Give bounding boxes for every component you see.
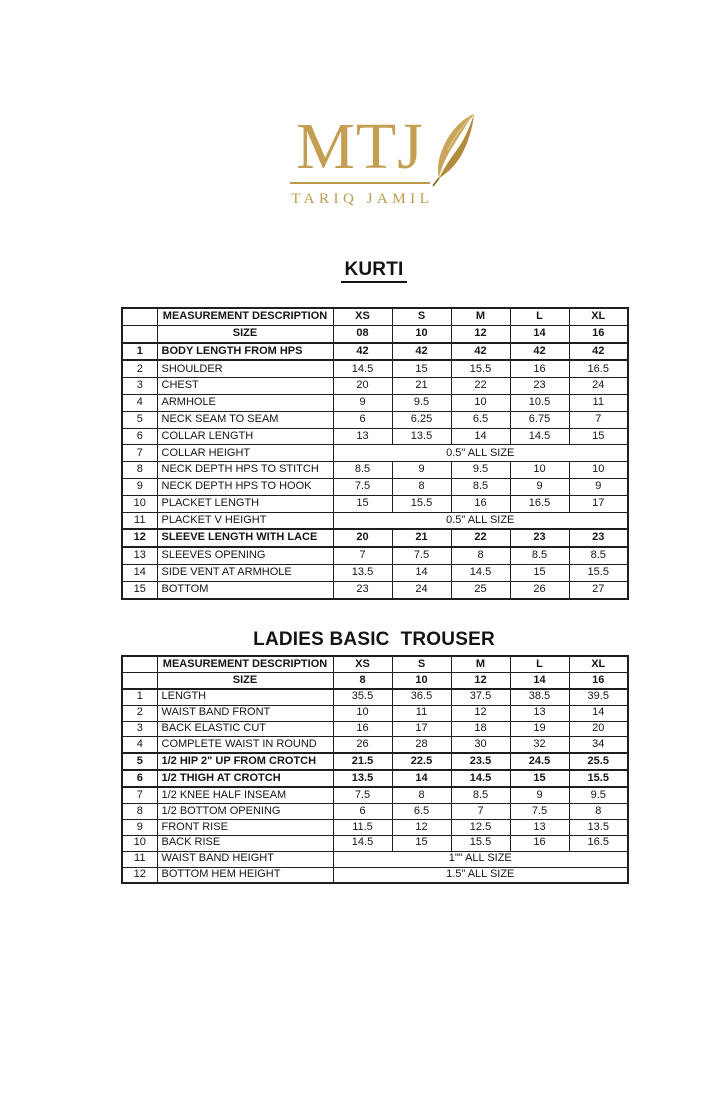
size-number: 08 [333, 325, 392, 342]
size-value: 13 [333, 428, 392, 445]
row-number: 13 [122, 547, 157, 564]
size-value: 26 [333, 737, 392, 753]
row-number: 7 [122, 787, 157, 803]
row-number: 1 [122, 689, 157, 705]
measurement-row [122, 462, 628, 479]
measurement-row [122, 705, 628, 721]
table-header-row [122, 656, 628, 672]
size-value: 8.5 [451, 787, 510, 803]
measurement-label: SHOULDER [157, 360, 333, 377]
size-row-label: SIZE [157, 325, 333, 342]
measurement-label: PLACKET LENGTH [157, 495, 333, 512]
measurement-label: BACK RISE [157, 835, 333, 851]
size-value: 24 [392, 581, 451, 598]
size-value: 7.5 [510, 804, 569, 820]
measurement-label: BOTTOM HEM HEIGHT [157, 867, 333, 883]
row-number: 8 [122, 804, 157, 820]
row-number: 10 [122, 495, 157, 512]
measurement-row [122, 835, 628, 851]
size-value: 32 [510, 737, 569, 753]
size-value: 14.5 [333, 835, 392, 851]
measurement-label: 1/2 BOTTOM OPENING [157, 804, 333, 820]
measurement-label: NECK DEPTH HPS TO STITCH [157, 462, 333, 479]
measurement-label: COLLAR LENGTH [157, 428, 333, 445]
measurement-row [122, 770, 628, 787]
size-value: 15.5 [569, 564, 628, 581]
size-value: 15.5 [569, 770, 628, 787]
size-value: 6 [333, 804, 392, 820]
row-number: 7 [122, 445, 157, 462]
row-number: 6 [122, 770, 157, 787]
row-number: 4 [122, 737, 157, 753]
size-value: 7.5 [392, 547, 451, 564]
size-value: 16.5 [569, 835, 628, 851]
size-value: 7 [333, 547, 392, 564]
size-value: 8 [392, 478, 451, 495]
size-value: 7 [451, 804, 510, 820]
size-number: 8 [333, 672, 392, 688]
trouser-table-body [122, 656, 628, 883]
size-value: 34 [569, 737, 628, 753]
size-row-label: SIZE [157, 672, 333, 688]
trouser-size-table [121, 655, 629, 884]
size-number: 12 [451, 325, 510, 342]
size-value: 15.5 [451, 360, 510, 377]
measurement-row [122, 512, 628, 529]
measurement-label: FRONT RISE [157, 819, 333, 835]
size-value: 17 [392, 721, 451, 737]
row-number: 11 [122, 512, 157, 529]
size-value: 15 [333, 495, 392, 512]
size-value: 15 [510, 770, 569, 787]
size-value: 10 [333, 705, 392, 721]
size-value: 15 [392, 360, 451, 377]
size-value: 10 [451, 394, 510, 411]
size-value: 42 [510, 343, 569, 361]
table-header-row [122, 308, 628, 325]
size-number: 14 [510, 672, 569, 688]
size-value: 42 [392, 343, 451, 361]
measurement-label: 1/2 HIP 2" UP FROM CROTCH [157, 753, 333, 770]
row-number: 11 [122, 851, 157, 867]
measurement-row [122, 495, 628, 512]
size-value: 13.5 [333, 564, 392, 581]
measurement-row [122, 547, 628, 564]
size-value: 8.5 [451, 478, 510, 495]
size-value: 23 [569, 529, 628, 547]
brand-logo [0, 110, 720, 208]
size-value: 25 [451, 581, 510, 598]
size-number: 16 [569, 325, 628, 342]
measurement-label: WAIST BAND FRONT [157, 705, 333, 721]
size-value: 15 [392, 835, 451, 851]
size-value: 13 [510, 705, 569, 721]
row-number: 3 [122, 721, 157, 737]
trouser-title-text: LADIES BASIC TROUSER [253, 629, 495, 650]
size-value: 14.5 [510, 428, 569, 445]
size-value: 21.5 [333, 753, 392, 770]
measurement-label: NECK SEAM TO SEAM [157, 411, 333, 428]
measurement-label: CHEST [157, 378, 333, 395]
brand-monogram: MTJ [296, 110, 424, 183]
size-value: 6.5 [451, 411, 510, 428]
size-value: 9 [333, 394, 392, 411]
measurement-label: COLLAR HEIGHT [157, 445, 333, 462]
size-value: 13.5 [569, 819, 628, 835]
row-number: 2 [122, 360, 157, 377]
size-value: 42 [333, 343, 392, 361]
size-value: 21 [392, 378, 451, 395]
row-number: 9 [122, 478, 157, 495]
measurement-row [122, 721, 628, 737]
size-value: 14.5 [451, 564, 510, 581]
size-value: 10 [510, 462, 569, 479]
measurement-label: ARMHOLE [157, 394, 333, 411]
row-number: 9 [122, 819, 157, 835]
size-column-header: XS [333, 308, 392, 325]
size-row [122, 325, 628, 342]
size-number: 16 [569, 672, 628, 688]
measurement-label: BOTTOM [157, 581, 333, 598]
size-column-header: L [510, 308, 569, 325]
row-number-cell [122, 656, 157, 672]
size-value: 14 [392, 564, 451, 581]
size-value: 12.5 [451, 819, 510, 835]
size-value: 15 [569, 428, 628, 445]
size-value: 8.5 [569, 547, 628, 564]
size-column-header: XL [569, 656, 628, 672]
size-value: 37.5 [451, 689, 510, 705]
kurti-title [121, 259, 627, 281]
size-value: 21 [392, 529, 451, 547]
size-value: 39.5 [569, 689, 628, 705]
size-column-header: L [510, 656, 569, 672]
size-column-header: S [392, 656, 451, 672]
size-row [122, 672, 628, 688]
measurement-row [122, 851, 628, 867]
size-value: 7.5 [333, 787, 392, 803]
measurement-label: PLACKET V HEIGHT [157, 512, 333, 529]
size-value: 6 [333, 411, 392, 428]
size-value: 27 [569, 581, 628, 598]
row-number: 6 [122, 428, 157, 445]
kurti-title-text: KURTI [341, 259, 406, 283]
size-value: 12 [451, 705, 510, 721]
size-number: 10 [392, 672, 451, 688]
kurti-table-body [122, 308, 628, 599]
size-value: 42 [569, 343, 628, 361]
trouser-title [121, 629, 627, 651]
measurement-row [122, 689, 628, 705]
measurement-row [122, 378, 628, 395]
size-value: 18 [451, 721, 510, 737]
all-size-value: 0.5" ALL SIZE [333, 445, 628, 462]
measurement-label: SIDE VENT AT ARMHOLE [157, 564, 333, 581]
size-value: 6.25 [392, 411, 451, 428]
size-value: 24.5 [510, 753, 569, 770]
size-value: 9 [392, 462, 451, 479]
measurement-label: SLEEVE LENGTH WITH LACE [157, 529, 333, 547]
size-value: 35.5 [333, 689, 392, 705]
size-value: 16 [510, 835, 569, 851]
size-column-header: XL [569, 308, 628, 325]
size-value: 9.5 [392, 394, 451, 411]
measurement-row [122, 753, 628, 770]
size-value: 6.5 [392, 804, 451, 820]
size-value: 30 [451, 737, 510, 753]
description-header: MEASUREMENT DESCRIPTION [157, 308, 333, 325]
size-value: 14.5 [451, 770, 510, 787]
size-value: 14 [392, 770, 451, 787]
measurement-row [122, 360, 628, 377]
size-value: 13 [510, 819, 569, 835]
size-value: 36.5 [392, 689, 451, 705]
measurement-row [122, 581, 628, 598]
size-value: 8 [392, 787, 451, 803]
measurement-label: NECK DEPTH HPS TO HOOK [157, 478, 333, 495]
size-value: 7.5 [333, 478, 392, 495]
size-value: 28 [392, 737, 451, 753]
measurement-row [122, 445, 628, 462]
description-header: MEASUREMENT DESCRIPTION [157, 656, 333, 672]
measurement-row [122, 564, 628, 581]
size-value: 8 [569, 804, 628, 820]
measurement-label: 1/2 KNEE HALF INSEAM [157, 787, 333, 803]
row-number: 5 [122, 753, 157, 770]
measurement-row [122, 867, 628, 883]
row-number: 1 [122, 343, 157, 361]
measurement-label: COMPLETE WAIST IN ROUND [157, 737, 333, 753]
size-value: 6.75 [510, 411, 569, 428]
size-value: 17 [569, 495, 628, 512]
size-value: 16.5 [510, 495, 569, 512]
all-size-value: 1"" ALL SIZE [333, 851, 628, 867]
row-number: 14 [122, 564, 157, 581]
row-number-cell [122, 308, 157, 325]
size-value: 22.5 [392, 753, 451, 770]
size-value: 9 [569, 478, 628, 495]
row-number: 2 [122, 705, 157, 721]
size-value: 20 [333, 378, 392, 395]
kurti-size-table [121, 307, 629, 600]
size-value: 25.5 [569, 753, 628, 770]
measurement-label: LENGTH [157, 689, 333, 705]
size-value: 20 [333, 529, 392, 547]
size-value: 15.5 [451, 835, 510, 851]
size-number: 10 [392, 325, 451, 342]
size-value: 16 [510, 360, 569, 377]
quill-feather-icon [428, 110, 480, 188]
all-size-value: 0.5" ALL SIZE [333, 512, 628, 529]
size-value: 11.5 [333, 819, 392, 835]
size-value: 14 [569, 705, 628, 721]
measurement-label: SLEEVES OPENING [157, 547, 333, 564]
size-value: 15 [510, 564, 569, 581]
size-value: 16 [451, 495, 510, 512]
measurement-label: BACK ELASTIC CUT [157, 721, 333, 737]
size-value: 8 [451, 547, 510, 564]
row-number: 12 [122, 529, 157, 547]
brand-name: TARIQ JAMIL [291, 190, 434, 207]
size-value: 11 [569, 394, 628, 411]
size-value: 22 [451, 529, 510, 547]
measurement-row [122, 804, 628, 820]
size-value: 16 [333, 721, 392, 737]
measurement-label: BODY LENGTH FROM HPS [157, 343, 333, 361]
measurement-row [122, 343, 628, 361]
measurement-label: 1/2 THIGH AT CROTCH [157, 770, 333, 787]
size-value: 9 [510, 478, 569, 495]
size-value: 14 [451, 428, 510, 445]
size-value: 8.5 [333, 462, 392, 479]
measurement-label: WAIST BAND HEIGHT [157, 851, 333, 867]
size-value: 15.5 [392, 495, 451, 512]
size-value: 10.5 [510, 394, 569, 411]
size-value: 23 [510, 378, 569, 395]
size-value: 23.5 [451, 753, 510, 770]
row-number: 5 [122, 411, 157, 428]
row-number: 3 [122, 378, 157, 395]
size-value: 10 [569, 462, 628, 479]
size-column-header: M [451, 308, 510, 325]
size-value: 20 [569, 721, 628, 737]
size-column-header: M [451, 656, 510, 672]
size-value: 23 [333, 581, 392, 598]
size-value: 16.5 [569, 360, 628, 377]
all-size-value: 1.5" ALL SIZE [333, 867, 628, 883]
size-value: 26 [510, 581, 569, 598]
size-value: 9 [510, 787, 569, 803]
row-number: 10 [122, 835, 157, 851]
size-value: 23 [510, 529, 569, 547]
size-value: 19 [510, 721, 569, 737]
row-number-cell [122, 325, 157, 342]
size-value: 13.5 [392, 428, 451, 445]
measurement-row [122, 478, 628, 495]
size-number: 14 [510, 325, 569, 342]
measurement-row [122, 428, 628, 445]
row-number: 8 [122, 462, 157, 479]
row-number: 15 [122, 581, 157, 598]
measurement-row [122, 394, 628, 411]
size-value: 38.5 [510, 689, 569, 705]
measurement-row [122, 411, 628, 428]
row-number: 12 [122, 867, 157, 883]
size-value: 14.5 [333, 360, 392, 377]
size-value: 42 [451, 343, 510, 361]
measurement-row [122, 819, 628, 835]
measurement-row [122, 529, 628, 547]
size-value: 12 [392, 819, 451, 835]
size-value: 24 [569, 378, 628, 395]
size-column-header: XS [333, 656, 392, 672]
size-number: 12 [451, 672, 510, 688]
size-value: 13.5 [333, 770, 392, 787]
brand-monogram-row [296, 110, 424, 183]
size-value: 11 [392, 705, 451, 721]
size-column-header: S [392, 308, 451, 325]
measurement-row [122, 787, 628, 803]
size-value: 8.5 [510, 547, 569, 564]
measurement-row [122, 737, 628, 753]
row-number: 4 [122, 394, 157, 411]
size-value: 7 [569, 411, 628, 428]
size-value: 9.5 [569, 787, 628, 803]
row-number-cell [122, 672, 157, 688]
size-value: 22 [451, 378, 510, 395]
size-value: 9.5 [451, 462, 510, 479]
